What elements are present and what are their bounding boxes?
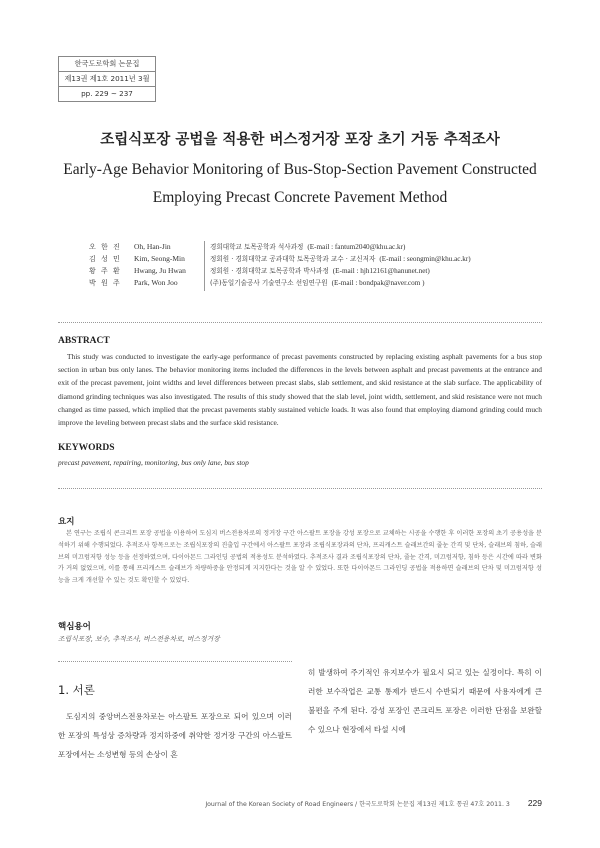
journal-pages: pp. 229 ~ 237 [81, 89, 133, 98]
author-name-en: Oh, Han-Jin [134, 242, 171, 251]
paper-title-english-line2: Employing Precast Concrete Pavement Method [152, 189, 448, 206]
author-email: (E-mail : bondpak@naver.com ) [331, 279, 425, 287]
author-affiliation [210, 277, 424, 289]
author-affiliation [210, 241, 405, 253]
introduction-left-column: 도심지의 중앙버스전용차로는 아스팔트 포장으로 되어 있으며 이러한 포장의 특성상 증차량과 정지하중에 취약한 정거장 구간의 아스팔트 포장에서는 소성변형 등의 손상이 혼 [58, 712, 292, 759]
paper-title-english-line1: Early-Age Behavior Monitoring of Bus-Stop-Section Pavement Constructed [63, 161, 537, 178]
page-number: 229 [527, 798, 542, 808]
author-name-ko: 박 원 주 [89, 279, 122, 287]
korean-abstract-heading: 요지 [58, 517, 75, 527]
journal-name: 한국도로학회 논문집 [59, 57, 155, 72]
footer-journal-text: Journal of the Korean Society of Road Engineers / 한국도로학회 논문집 제13권 제1호 통권 47호 2011. 3 [205, 801, 510, 808]
author-email: (E-mail : fantum2040@khu.ac.kr) [307, 243, 406, 251]
abstract-text: This study was conducted to investigate the early-age performance of precast pavements constructed by replacing existing asphalt pavements for a bus stop section in urban bus only lanes. The behavior monitoring items included the differences in the levels between asphalt and precast pavements at the entrance and exit of the precast pavement, joint widths and level differences between precast slabs, slab settlement, and skid resistance at the slab surface. The applicability of diamond grinding techniques was also investigated. The results of this study showed that the slab level, joint width, settlement, and skid resistance were not much changed as time passed, which implied that the precast pavements stably sustained vehicle loads. It was also found that employing diamond grinding could much improve the leveling between precast slabs and the surface skid resistance. [58, 352, 542, 428]
korean-keywords-text: 조립식포장, 보수, 추적조사, 버스전용차로, 버스정거장 [58, 635, 220, 643]
page-footer [0, 798, 542, 808]
korean-abstract-text: 본 연구는 조립식 콘크리트 포장 공법을 이용하여 도심지 버스전용차로의 정거장 구간 아스팔트 포장을 강성 포장으로 교체하는 시공을 수행한 후 이러한 포장의 초기 공용성을 분석하기 위해 수행되었다. 추적조사 항목으로는 조립식포장의 진출입 구간에서 아스팔트 포장과 조립식포장과의 단차, 프리캐스트 슬래브간의 줄눈 간격 및 단차, 슬래브의 침하, 슬래브의 미끄럼저항 성능 등을 선정하였으며, 다이아몬드 그라인딩 공법의 적용성도 분석하였다. 추적조사 결과 조립식포장의 단차, 줄눈 간격, 미끄럼저항, 침하 등은 시간에 따라 변화가 거의 없었으며, 이를 통해 프리캐스트 슬래브가 차량하중을 안정되게 지지한다는 것을 알 수 있었다. 또한 다이아몬드 그라인딩 공법을 적용하면 슬래브의 단차 및 미끄럼저항 성능을 크게 개선할 수 있는 것도 확인할 수 있었다. [58, 530, 542, 585]
affiliation-text: 정회원 · 경희대학교 공과대학 토목공학과 교수 · 교신저자 [210, 255, 376, 263]
author-affiliation [210, 265, 430, 277]
author-name-en: Park, Won Joo [134, 278, 178, 287]
keywords-heading: KEYWORDS [58, 443, 115, 453]
paper-title-korean: 조립식포장 공법을 적용한 버스정거장 포장 초기 거동 추적조사 [100, 132, 500, 148]
author-divider [204, 241, 205, 291]
affiliation-text: (주)동일기술공사 기술연구소 선임연구원 [210, 279, 328, 287]
section-divider [58, 661, 292, 662]
author-affiliation [210, 253, 471, 265]
author-name-en: Hwang, Ju Hwan [134, 266, 186, 275]
journal-volume: 제13권 제1호 2011년 3월 [59, 72, 155, 87]
korean-keywords-heading: 핵심용어 [58, 622, 91, 632]
journal-info-box [58, 56, 156, 102]
author-name-ko: 김 성 민 [89, 255, 122, 263]
author-email: (E-mail : seongmin@khu.ac.kr) [379, 255, 471, 263]
author-name-ko: 황 주 환 [89, 267, 122, 275]
keywords-text: precast pavement, repairing, monitoring, bus only lane, bus stop [58, 458, 249, 467]
introduction-right-column: 히 발생하여 주기적인 유지보수가 필요시 되고 있는 실정이다. 특히 이러한 보수작업은 교통 통제가 반드시 수반되기 때문에 사용자에게 큰 불편을 주게 된다. 강성 포장인 콘크리트 포장은 이러한 단점을 보완할 수 있으나 현장에서 타설 시에 [308, 668, 542, 734]
author-name-ko: 오 한 진 [89, 243, 122, 251]
section-divider [58, 488, 542, 489]
section-divider [58, 322, 542, 323]
author-email: (E-mail : hjh12161@hanunet.net) [332, 267, 430, 275]
introduction-heading: 1. 서론 [58, 683, 95, 697]
author-name-en: Kim, Seong-Min [134, 254, 185, 263]
affiliation-text: 정회원 · 경희대학교 토목공학과 박사과정 [210, 267, 329, 275]
affiliation-text: 경희대학교 토목공학과 석사과정 [210, 243, 304, 251]
abstract-heading: ABSTRACT [58, 336, 110, 346]
